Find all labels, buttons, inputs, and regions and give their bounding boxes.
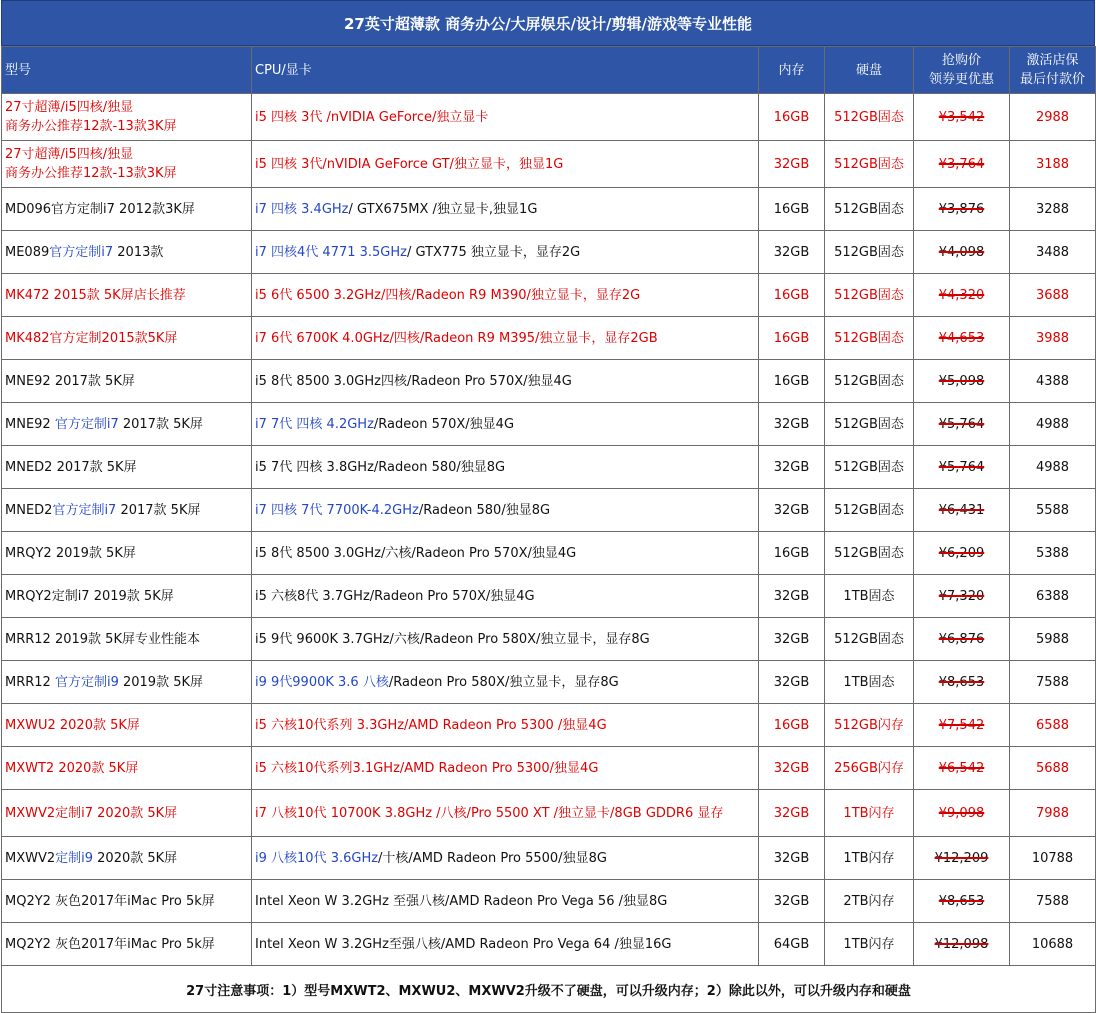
original-price-cell xyxy=(914,837,1010,880)
final-price-cell: 3288 xyxy=(1010,188,1096,231)
model-text: MRQY2定制i7 2019款 5K屏 xyxy=(5,588,174,604)
storage-cell: 512GB固态 xyxy=(825,317,914,360)
original-price-cell xyxy=(914,94,1010,141)
memory-cell: 16GB xyxy=(759,360,825,403)
model-cell xyxy=(2,188,252,231)
original-price-cell xyxy=(914,489,1010,532)
final-price-cell: 6388 xyxy=(1010,575,1096,618)
cpu-cell xyxy=(252,489,759,532)
cpu-cell xyxy=(252,880,759,923)
memory-cell: 32GB xyxy=(759,446,825,489)
model-cell xyxy=(2,317,252,360)
table-row xyxy=(2,880,1096,923)
table-row xyxy=(2,837,1096,880)
memory-cell: 32GB xyxy=(759,575,825,618)
model-text: MXWV2 xyxy=(5,850,56,866)
sheet-title: 27英寸超薄款 商务办公/大屏娱乐/设计/剪辑/游戏等专业性能 xyxy=(1,0,1095,46)
storage-cell: 1TB固态 xyxy=(825,575,914,618)
final-price-cell: 6588 xyxy=(1010,704,1096,747)
cpu-cell xyxy=(252,188,759,231)
model-highlight: 官方定制i7 xyxy=(52,502,117,518)
final-price-cell: 3188 xyxy=(1010,141,1096,188)
cpu-text: i5 六核8代 3.7GHz/Radeon Pro 570X/独显4G xyxy=(255,588,535,604)
cpu-text: i5 四核 3代/nVIDIA GeForce GT/独立显卡，独显1G xyxy=(255,156,564,172)
model-text-suffix: 2017款 5K屏 xyxy=(118,416,203,432)
table-row xyxy=(2,403,1096,446)
memory-cell: 32GB xyxy=(759,661,825,704)
memory-cell: 32GB xyxy=(759,489,825,532)
final-price-cell: 5988 xyxy=(1010,618,1096,661)
model-cell xyxy=(2,532,252,575)
header-memory: 内存 xyxy=(759,47,825,94)
model-cell xyxy=(2,704,252,747)
cpu-cell xyxy=(252,837,759,880)
model-text: MD096官方定制i7 2012款3K屏 xyxy=(5,201,195,217)
original-price: ¥6,431 xyxy=(938,502,985,518)
cpu-cell xyxy=(252,403,759,446)
model-cell xyxy=(2,403,252,446)
table-row xyxy=(2,360,1096,403)
storage-cell: 256GB闪存 xyxy=(825,747,914,790)
footnote: 27寸注意事项：1）型号MXWT2、MXWU2、MXWV2升级不了硬盘，可以升级内存；2）除此以外，可以升级内存和硬盘 xyxy=(2,966,1096,1013)
final-price-cell: 5388 xyxy=(1010,532,1096,575)
cpu-text: i5 9代 9600K 3.7GHz/六核/Radeon Pro 580X/独立显卡，显存8G xyxy=(255,631,650,647)
cpu-cell xyxy=(252,575,759,618)
final-price-cell: 4988 xyxy=(1010,403,1096,446)
original-price: ¥9,098 xyxy=(938,805,985,821)
cpu-text: Intel Xeon W 3.2GHz至强八核/AMD Radeon Pro Vega 64 /独显16G xyxy=(255,936,672,952)
final-price-cell: 4388 xyxy=(1010,360,1096,403)
storage-cell: 512GB固态 xyxy=(825,532,914,575)
final-price-cell: 7988 xyxy=(1010,790,1096,837)
cpu-text: /十核/AMD Radeon Pro 5500/独显8G xyxy=(378,850,607,866)
original-price-cell xyxy=(914,747,1010,790)
original-price: ¥5,764 xyxy=(938,416,985,432)
model-text: MRQY2 2019款 5K屏 xyxy=(5,545,136,561)
model-text: MNED2 2017款 5K屏 xyxy=(5,459,137,475)
original-price: ¥3,876 xyxy=(938,201,985,217)
table-row xyxy=(2,188,1096,231)
table-row xyxy=(2,661,1096,704)
original-price-cell xyxy=(914,790,1010,837)
table-row xyxy=(2,790,1096,837)
model-text: ME089 xyxy=(5,244,50,260)
memory-cell: 16GB xyxy=(759,532,825,575)
table-row xyxy=(2,532,1096,575)
model-cell xyxy=(2,360,252,403)
table-row xyxy=(2,575,1096,618)
table-body xyxy=(2,94,1096,966)
storage-cell: 512GB固态 xyxy=(825,94,914,141)
header-original-price xyxy=(914,47,1010,94)
cpu-text: /Radeon Pro 580X/独立显卡，显存8G xyxy=(388,674,619,690)
header-final-price-line1: 激活店保 xyxy=(1026,53,1079,68)
memory-cell: 32GB xyxy=(759,403,825,446)
original-price-cell xyxy=(914,661,1010,704)
model-text-suffix: 2017款 5K屏 xyxy=(116,502,201,518)
cpu-text: i5 6代 6500 3.2GHz/四核/Radeon R9 M390/独立显卡，显存2G xyxy=(255,287,641,303)
cpu-cell xyxy=(252,274,759,317)
model-text: MXWU2 2020款 5K屏 xyxy=(5,717,140,733)
table-row xyxy=(2,94,1096,141)
table-row xyxy=(2,489,1096,532)
cpu-cell xyxy=(252,923,759,966)
cpu-cell xyxy=(252,747,759,790)
cpu-text: /Radeon 570X/独显4G xyxy=(373,416,515,432)
cpu-text: i7 6代 6700K 4.0GHz/四核/Radeon R9 M395/独立显卡，显存2GB xyxy=(255,330,658,346)
final-price-cell: 7588 xyxy=(1010,880,1096,923)
model-cell xyxy=(2,575,252,618)
original-price: ¥6,876 xyxy=(938,631,985,647)
cpu-text: / GTX675MX /独立显卡,独显1G xyxy=(348,201,538,217)
original-price-cell xyxy=(914,618,1010,661)
cpu-text: Intel Xeon W 3.2GHz 至强八核/AMD Radeon Pro Vega 56 /独显8G xyxy=(255,893,668,909)
memory-cell: 32GB xyxy=(759,747,825,790)
final-price-cell: 10788 xyxy=(1010,837,1096,880)
memory-cell: 16GB xyxy=(759,274,825,317)
storage-cell: 1TB闪存 xyxy=(825,790,914,837)
cpu-highlight: i7 四核4代 4771 3.5GHz xyxy=(255,244,407,260)
model-highlight: 定制i9 xyxy=(55,850,94,866)
cpu-cell xyxy=(252,790,759,837)
original-price: ¥3,764 xyxy=(938,156,985,172)
model-highlight: 官方定制i9 xyxy=(54,674,119,690)
memory-cell: 64GB xyxy=(759,923,825,966)
original-price-cell xyxy=(914,274,1010,317)
model-text: MQ2Y2 灰色2017年iMac Pro 5k屏 xyxy=(5,936,215,952)
header-final-price-line2: 最后付款价 xyxy=(1019,72,1085,87)
header-original-price-line2: 领券更优惠 xyxy=(928,72,994,87)
cpu-cell xyxy=(252,231,759,274)
cpu-cell xyxy=(252,618,759,661)
header-cpu: CPU/显卡 xyxy=(252,47,759,94)
storage-cell: 1TB固态 xyxy=(825,661,914,704)
final-price-cell: 5588 xyxy=(1010,489,1096,532)
original-price: ¥6,542 xyxy=(938,760,985,776)
original-price-cell xyxy=(914,532,1010,575)
header-model: 型号 xyxy=(2,47,252,94)
original-price-cell xyxy=(914,317,1010,360)
cpu-text: i5 8代 8500 3.0GHz/六核/Radeon Pro 570X/独显4G xyxy=(255,545,577,561)
storage-cell: 512GB固态 xyxy=(825,188,914,231)
storage-cell: 1TB闪存 xyxy=(825,837,914,880)
cpu-text: i5 六核10代系列 3.3GHz/AMD Radeon Pro 5300 /独显4G xyxy=(255,717,607,733)
model-cell xyxy=(2,837,252,880)
note-row xyxy=(2,966,1096,1013)
original-price: ¥12,098 xyxy=(934,936,989,952)
storage-cell: 512GB固态 xyxy=(825,360,914,403)
cpu-highlight: i9 9代9900K 3.6 八核 xyxy=(255,674,389,690)
cpu-cell xyxy=(252,94,759,141)
original-price: ¥7,320 xyxy=(938,588,985,604)
model-text-suffix: 商务办公推荐12款-13款3K屏 xyxy=(5,119,177,134)
model-text: MXWT2 2020款 5K屏 xyxy=(5,760,139,776)
model-text: MNE92 2017款 5K屏 xyxy=(5,373,135,389)
original-price-cell xyxy=(914,231,1010,274)
model-cell xyxy=(2,923,252,966)
table-row xyxy=(2,747,1096,790)
final-price-cell: 10688 xyxy=(1010,923,1096,966)
cpu-text: i5 六核10代系列3.1GHz/AMD Radeon Pro 5300/独显4G xyxy=(255,760,599,776)
cpu-highlight: i7 四核 3.4GHz xyxy=(255,201,349,217)
cpu-highlight: i7 四核 7代 7700K-4.2GHz xyxy=(255,502,419,518)
memory-cell: 16GB xyxy=(759,188,825,231)
header-original-price-line1: 抢购价 xyxy=(941,53,981,68)
memory-cell: 32GB xyxy=(759,141,825,188)
storage-cell: 512GB闪存 xyxy=(825,704,914,747)
model-cell xyxy=(2,94,252,141)
table-row xyxy=(2,446,1096,489)
model-cell xyxy=(2,489,252,532)
header-storage: 硬盘 xyxy=(825,47,914,94)
model-cell xyxy=(2,790,252,837)
memory-cell: 32GB xyxy=(759,231,825,274)
model-cell xyxy=(2,618,252,661)
cpu-cell xyxy=(252,141,759,188)
original-price-cell xyxy=(914,446,1010,489)
original-price: ¥5,764 xyxy=(938,459,985,475)
model-text: MK482官方定制2015款5K屏 xyxy=(5,330,178,346)
original-price-cell xyxy=(914,141,1010,188)
table-row xyxy=(2,923,1096,966)
final-price-cell: 5688 xyxy=(1010,747,1096,790)
model-cell xyxy=(2,231,252,274)
final-price-cell: 3488 xyxy=(1010,231,1096,274)
model-highlight: 官方定制i7 xyxy=(49,244,114,260)
cpu-cell xyxy=(252,704,759,747)
model-text: MRR12 xyxy=(5,674,55,690)
storage-cell: 512GB固态 xyxy=(825,618,914,661)
memory-cell: 32GB xyxy=(759,790,825,837)
final-price-cell: 7588 xyxy=(1010,661,1096,704)
original-price: ¥8,653 xyxy=(938,674,985,690)
original-price: ¥7,542 xyxy=(938,717,985,733)
cpu-text: /Radeon 580/独显8G xyxy=(418,502,551,518)
model-cell xyxy=(2,141,252,188)
memory-cell: 16GB xyxy=(759,704,825,747)
storage-cell: 512GB固态 xyxy=(825,489,914,532)
price-sheet xyxy=(1,0,1095,1013)
model-text: 27寸超薄/i5四核/独显 xyxy=(5,147,134,162)
original-price: ¥12,209 xyxy=(934,850,989,866)
final-price-cell: 3688 xyxy=(1010,274,1096,317)
storage-cell: 512GB固态 xyxy=(825,446,914,489)
original-price: ¥3,542 xyxy=(938,109,985,125)
table-row xyxy=(2,274,1096,317)
original-price-cell xyxy=(914,403,1010,446)
original-price-cell xyxy=(914,575,1010,618)
original-price: ¥8,653 xyxy=(938,893,985,909)
storage-cell: 1TB闪存 xyxy=(825,923,914,966)
storage-cell: 512GB固态 xyxy=(825,231,914,274)
final-price-cell: 4988 xyxy=(1010,446,1096,489)
table-row xyxy=(2,231,1096,274)
final-price-cell: 2988 xyxy=(1010,94,1096,141)
original-price: ¥4,320 xyxy=(938,287,985,303)
final-price-cell: 3988 xyxy=(1010,317,1096,360)
cpu-text: i5 7代 四核 3.8GHz/Radeon 580/独显8G xyxy=(255,459,506,475)
model-cell xyxy=(2,880,252,923)
model-text: MRR12 2019款 5K屏专业性能本 xyxy=(5,631,200,647)
table-row xyxy=(2,141,1096,188)
original-price: ¥5,098 xyxy=(938,373,985,389)
cpu-text: i5 四核 3代 /nVIDIA GeForce/独立显卡 xyxy=(255,109,489,125)
cpu-highlight: i9 八核10代 3.6GHz xyxy=(255,850,379,866)
memory-cell: 16GB xyxy=(759,94,825,141)
header-final-price xyxy=(1010,47,1096,94)
model-cell xyxy=(2,446,252,489)
model-text-suffix: 2020款 5K屏 xyxy=(93,850,178,866)
storage-cell: 512GB固态 xyxy=(825,274,914,317)
memory-cell: 16GB xyxy=(759,317,825,360)
model-text: 27寸超薄/i5四核/独显 xyxy=(5,100,134,115)
price-table xyxy=(1,46,1096,1013)
table-row xyxy=(2,317,1096,360)
cpu-cell xyxy=(252,317,759,360)
model-text: MK472 2015款 5K屏店长推荐 xyxy=(5,287,186,303)
original-price: ¥4,653 xyxy=(938,330,985,346)
table-row xyxy=(2,704,1096,747)
model-text: MNE92 xyxy=(5,416,55,432)
model-cell xyxy=(2,661,252,704)
table-row xyxy=(2,618,1096,661)
storage-cell: 512GB固态 xyxy=(825,403,914,446)
original-price-cell xyxy=(914,923,1010,966)
model-cell xyxy=(2,747,252,790)
storage-cell: 2TB闪存 xyxy=(825,880,914,923)
original-price-cell xyxy=(914,360,1010,403)
original-price-cell xyxy=(914,704,1010,747)
original-price-cell xyxy=(914,880,1010,923)
original-price: ¥4,098 xyxy=(938,244,985,260)
memory-cell: 32GB xyxy=(759,618,825,661)
memory-cell: 32GB xyxy=(759,880,825,923)
model-highlight: 官方定制i7 xyxy=(54,416,119,432)
cpu-cell xyxy=(252,446,759,489)
model-text: MXWV2定制i7 2020款 5K屏 xyxy=(5,805,178,821)
table-header-row xyxy=(2,47,1096,94)
original-price-cell xyxy=(914,188,1010,231)
model-text: MQ2Y2 灰色2017年iMac Pro 5k屏 xyxy=(5,893,215,909)
model-text-suffix: 2013款 xyxy=(113,244,164,260)
cpu-text: i5 8代 8500 3.0GHz四核/Radeon Pro 570X/独显4G xyxy=(255,373,572,389)
model-text-suffix: 2019款 5K屏 xyxy=(118,674,204,690)
model-cell xyxy=(2,274,252,317)
model-text: MNED2 xyxy=(5,502,53,518)
cpu-text: i7 八核10代 10700K 3.8GHz /八核/Pro 5500 XT /独立显卡/8GB GDDR6 显存 xyxy=(255,805,724,821)
cpu-cell xyxy=(252,360,759,403)
model-text-suffix: 商务办公推荐12款-13款3K屏 xyxy=(5,166,177,181)
cpu-cell xyxy=(252,532,759,575)
cpu-text: / GTX775 独立显卡，显存2G xyxy=(406,244,581,260)
original-price: ¥6,209 xyxy=(938,545,985,561)
cpu-cell xyxy=(252,661,759,704)
cpu-highlight: i7 7代 四核 4.2GHz xyxy=(255,416,374,432)
storage-cell: 512GB固态 xyxy=(825,141,914,188)
memory-cell: 32GB xyxy=(759,837,825,880)
